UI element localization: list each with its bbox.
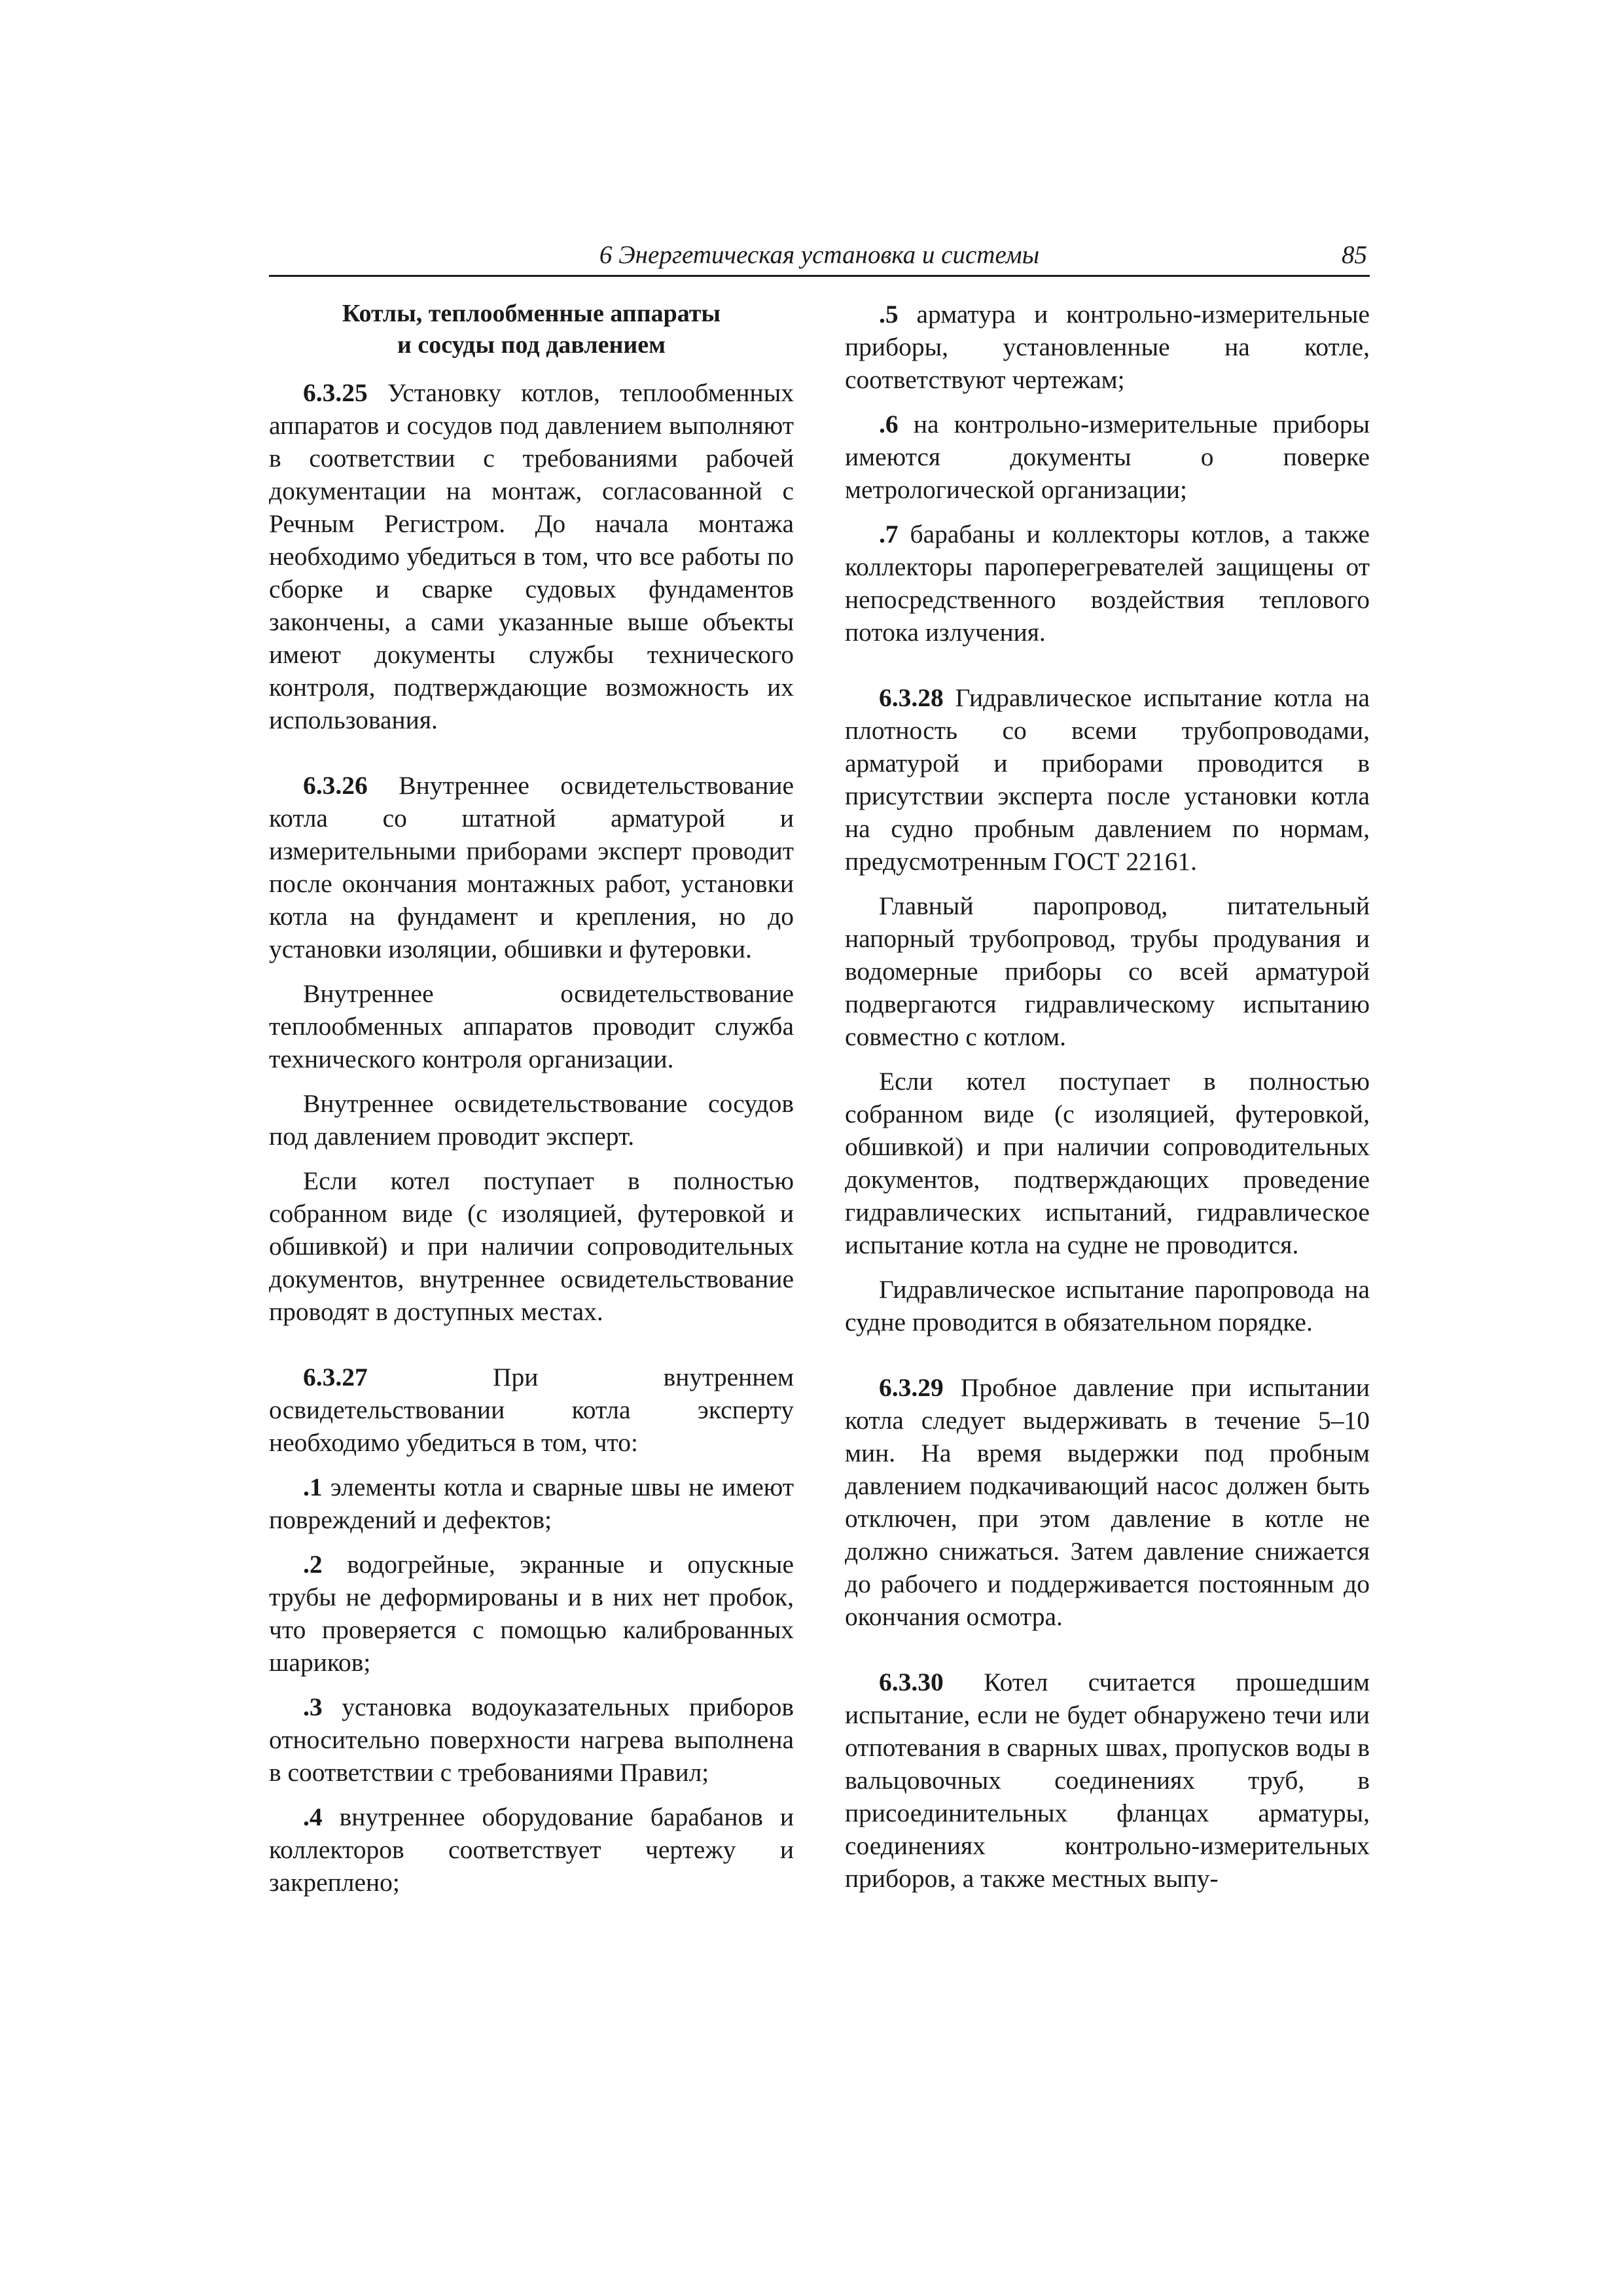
clause-number: 6.3.28 — [879, 683, 944, 712]
paragraph-6-3-26-d: Если котел поступает в полностью собранном виде (с изоляцией, футеровкой и обшивкой) и при наличии сопроводительных документов, внутреннее освидетельствование проводят в доступных местах. — [269, 1166, 794, 1326]
clause-text: Установку котлов, теплообменных аппаратов и сосудов под давлением выполняют в соответствии с требованиями рабочей документации на монтаж, согласованной с Речным Регистром. До начала монтажа необходимо убедиться в том, что все работы по сборке и сварке судовых фундаментов закончены, а сами указанные выше объекты имеют документы службы технического контроля, подтверждающие возможность их использования. — [269, 378, 794, 734]
clause-number: 6.3.30 — [879, 1668, 944, 1696]
list-item-1 — [269, 1471, 794, 1536]
list-item-2 — [269, 1548, 794, 1679]
item-text: внутреннее оборудование барабанов и коллекторов соответствует чертежу и закреплено; — [269, 1803, 794, 1897]
paragraph-6-3-28 — [845, 681, 1370, 878]
list-item-7 — [845, 518, 1370, 649]
clause-number: 6.3.27 — [303, 1363, 368, 1391]
list-item-5 — [845, 298, 1370, 396]
item-number: .1 — [303, 1473, 323, 1501]
paragraph-6-3-30 — [845, 1666, 1370, 1895]
paragraph-6-3-26-b: Внутреннее освидетельствование теплообменных аппаратов проводит служба технического контроля организации. — [269, 979, 794, 1073]
clause-text: При внутреннем освидетельствовании котла эксперту необходимо убедиться в том, что: — [269, 1363, 794, 1457]
item-text: на контрольно-измерительные приборы имеются документы о поверке метрологической организации; — [845, 410, 1370, 504]
paragraph-6-3-26 — [269, 769, 794, 965]
item-text: элементы котла и сварные швы не имеют повреждений и дефектов; — [269, 1473, 794, 1534]
clause-number: 6.3.26 — [303, 771, 368, 800]
section-heading — [269, 298, 794, 361]
paragraph-6-3-26-c: Внутреннее освидетельствование сосудов под давлением проводит эксперт. — [269, 1089, 794, 1151]
section-heading-line-1: Котлы, теплообменные аппараты — [342, 300, 721, 327]
item-number: .6 — [879, 410, 899, 439]
item-text: водогрейные, экранные и опускные трубы не деформированы и в них нет пробок, что проверяется с помощью калиброванных шариков; — [269, 1550, 794, 1677]
clause-text: Гидравлическое испытание котла на плотность со всеми трубопроводами, арматурой и приборами проводится в присутствии эксперта после установки котла на судно пробным давлением по нормам, предусмотренным ГОСТ 22161. — [845, 683, 1370, 876]
page-number: 85 — [1342, 241, 1367, 269]
item-number: .5 — [879, 300, 899, 329]
clause-text: Внутреннее освидетельствование котла со штатной арматурой и измерительными приборами эксперт проводит после окончания монтажных работ, установки котла на фундамент и крепления, но до установки изоляции, обшивки и футеровки. — [269, 771, 794, 963]
section-heading-line-2: и сосуды под давлением — [397, 331, 666, 359]
clause-number: 6.3.25 — [303, 378, 368, 407]
list-item-6 — [845, 408, 1370, 506]
list-item-4 — [269, 1801, 794, 1899]
paragraph-6-3-28-c: Если котел поступает в полностью собранном виде (с изоляцией, футеровкой, обшивкой) и при наличии сопроводительных документов, подтверждающих проведение гидравлических испытаний, гидравлическое испытание котла на судне не проводится. — [845, 1067, 1370, 1259]
clause-text: Пробное давление при испытании котла следует выдерживать в течение 5–10 мин. На время выдержки под пробным давлением подкачивающий насос должен быть отключен, при этом давление в котле не должно снижаться. Затем давление снижается до рабочего и поддерживается постоянным до окончания осмотра. — [845, 1373, 1370, 1631]
item-text: барабаны и коллекторы котлов, а также коллекторы пароперегревателей защищены от непосредственного воздействия теплового потока излучения. — [845, 520, 1370, 647]
paragraph-6-3-25 — [269, 376, 794, 736]
clause-number: 6.3.29 — [879, 1373, 944, 1402]
paragraph-6-3-28-d: Гидравлическое испытание паропровода на судне проводится в обязательном порядке. — [845, 1275, 1370, 1336]
item-number: .7 — [879, 520, 899, 548]
chapter-title: 6 Энергетическая установка и системы — [599, 241, 1040, 269]
paragraph-6-3-28-b: Главный паропровод, питательный напорный трубопровод, трубы продувания и водомерные приборы со всей арматурой подвергаются гидравлическому испытанию совместно с котлом. — [845, 891, 1370, 1051]
item-number: .2 — [303, 1550, 323, 1579]
paragraph-6-3-27 — [269, 1361, 794, 1459]
item-number: .4 — [303, 1803, 323, 1831]
right-column — [845, 298, 1370, 1895]
running-header — [269, 236, 1370, 277]
left-column — [269, 298, 794, 1899]
clause-text: Котел считается прошедшим испытание, если не будет обнаружено течи или отпотевания в сварных швах, пропусков воды в вальцовочных соединениях труб, в присоединительных фланцах арматуры, соединениях контрольно-измерительных приборов, а также местных выпу- — [845, 1668, 1370, 1893]
item-text: установка водоуказательных приборов относительно поверхности нагрева выполнена в соответствии с требованиями Правил; — [269, 1693, 794, 1787]
paragraph-6-3-29 — [845, 1371, 1370, 1633]
list-item-3 — [269, 1691, 794, 1789]
item-number: .3 — [303, 1693, 323, 1721]
item-text: арматура и контрольно-измерительные приборы, установленные на котле, соответствуют чертежам; — [845, 300, 1370, 394]
